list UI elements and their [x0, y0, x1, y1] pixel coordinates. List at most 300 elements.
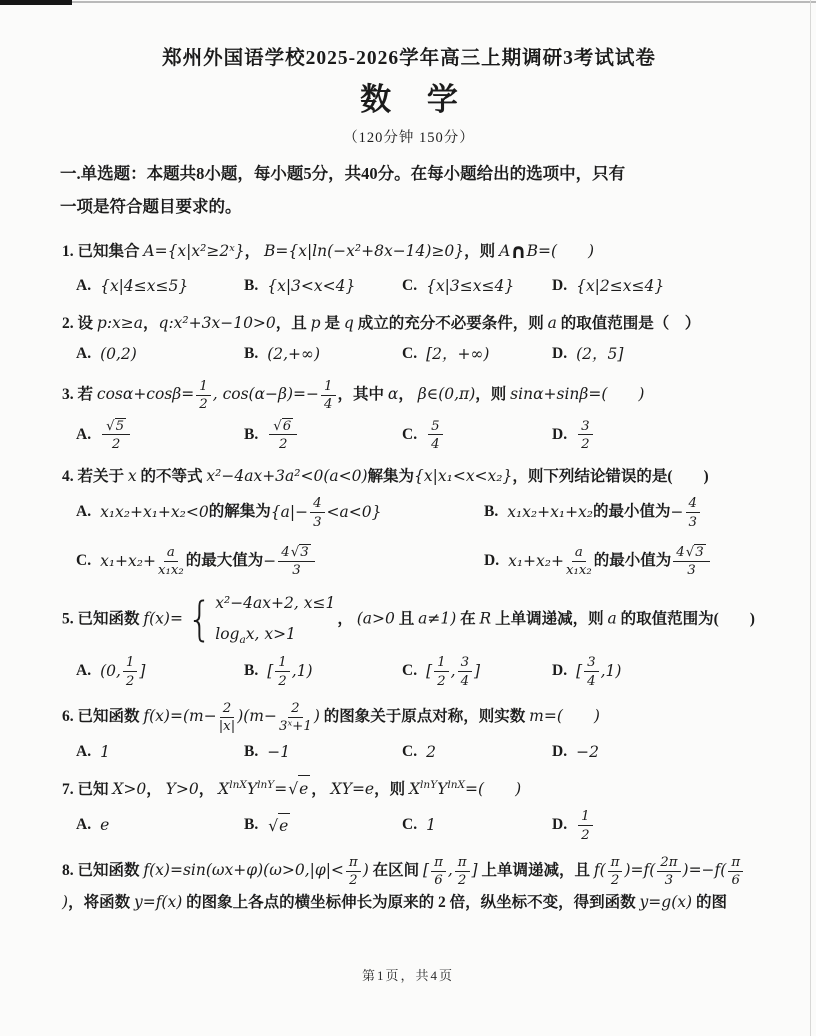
question-2-option-d — [552, 342, 758, 367]
math-run: π — [457, 855, 467, 871]
fraction-denominator — [461, 672, 469, 689]
math-run: 3 — [587, 655, 596, 671]
question-4-option-d — [484, 544, 758, 579]
fraction — [278, 544, 314, 579]
math-run: Y>0 — [165, 780, 199, 799]
fraction-numerator — [275, 654, 289, 672]
fraction — [434, 654, 448, 689]
math-run: [2，+∞) — [426, 345, 490, 364]
math-run: = — [274, 780, 288, 799]
fraction — [219, 700, 236, 735]
option-body — [267, 418, 299, 453]
option-body — [576, 342, 623, 367]
text-run: 解集为 — [367, 468, 415, 486]
fraction — [279, 700, 312, 735]
piecewise-cases — [185, 590, 335, 650]
fraction — [269, 418, 297, 453]
math-run: [ — [423, 860, 430, 879]
math-run: A — [499, 242, 511, 260]
math-run: 2π — [660, 855, 678, 871]
math-run: 1 — [426, 816, 436, 835]
math-run: f(x)=(m− — [143, 706, 217, 725]
option-body — [267, 274, 355, 299]
math-run: x₁x₂ — [157, 563, 184, 579]
fraction-numerator — [578, 418, 592, 436]
text-run: 5. 已知函数 — [62, 610, 144, 628]
math-run: π — [434, 855, 443, 871]
fraction-numerator — [220, 700, 234, 718]
text-run: ，则下列结论错误的是( ) — [512, 468, 709, 486]
text-run: ， — [398, 385, 418, 403]
question-2 — [60, 310, 758, 367]
math-run: <a<0} — [326, 503, 382, 522]
option-label: B. — [244, 425, 259, 443]
fraction — [102, 418, 130, 453]
math-run: a — [166, 544, 175, 560]
radical — [291, 544, 311, 560]
section-instructions-line2: 一项是符合题目要求的。 — [60, 197, 242, 216]
scan-right-edge — [810, 0, 811, 1036]
questions — [60, 234, 758, 916]
scan-artifact-top — [0, 0, 816, 5]
text-run: 1. 已知集合 — [62, 243, 144, 260]
option-label: A. — [76, 503, 92, 521]
text-run: ， — [146, 781, 166, 799]
math-run: {a|− — [270, 503, 309, 522]
math-run: cosα+cosβ= — [96, 384, 195, 403]
math-run: 3ˣ+1 — [278, 719, 312, 735]
text-run: 的取值范围是（ ） — [556, 315, 701, 333]
question-7-stem — [60, 775, 758, 803]
math-run: 3 — [292, 563, 301, 579]
text-run: ，则 — [475, 385, 511, 403]
fraction-denominator — [731, 872, 739, 889]
math-run: y=g(x) — [639, 892, 693, 911]
math-run: p:x≥a — [96, 314, 144, 333]
fraction-denominator — [611, 872, 619, 889]
fraction-denominator — [434, 872, 442, 889]
math-run: 3 — [313, 514, 322, 530]
math-run: {x|3<x<4} — [267, 277, 356, 296]
option-label: B. — [244, 662, 259, 680]
question-2-options — [60, 342, 758, 367]
math-run: 3 — [300, 544, 309, 560]
fraction — [566, 544, 592, 579]
option-body — [576, 654, 621, 689]
math-run: 2 — [610, 873, 620, 889]
math-run: 3 — [581, 418, 590, 434]
math-run: ,1) — [600, 662, 622, 681]
option-label: C. — [402, 742, 418, 760]
question-4-option-c — [76, 544, 484, 579]
option-body — [576, 740, 599, 765]
math-run: log — [215, 624, 240, 643]
superscript: lnY — [420, 779, 438, 792]
math-run: 4 — [324, 397, 333, 413]
option-label: D. — [552, 662, 568, 680]
question-1-option-a — [76, 274, 244, 299]
text-run: ， — [337, 610, 357, 628]
math-run: 2 — [437, 673, 446, 689]
math-run: 4 — [460, 673, 470, 689]
question-3-stem — [60, 378, 758, 413]
math-run: a — [607, 609, 617, 628]
fraction — [578, 418, 592, 453]
radical-sign: √ — [288, 780, 299, 799]
option-body — [507, 495, 702, 530]
option-body — [100, 654, 145, 689]
text-run: ， — [143, 315, 159, 333]
math-run: )=f( — [624, 860, 656, 879]
math-run: f(x)=sin(ωx+φ)(ω>0,|φ|< — [143, 860, 344, 879]
option-label: A. — [76, 425, 92, 443]
text-run: 的图象上各点的横坐标伸长为原来的 2 倍，纵坐标不变，得到函数 — [182, 893, 640, 911]
math-run: 4 — [431, 436, 440, 452]
option-label: C. — [402, 816, 418, 834]
option-label: C. — [402, 345, 418, 363]
fraction-numerator — [288, 700, 302, 718]
math-run: e — [278, 813, 290, 839]
option-label: D. — [552, 277, 568, 295]
option-body — [267, 813, 291, 839]
fraction-numerator — [455, 854, 470, 872]
question-7-option-a — [76, 813, 244, 838]
fraction — [458, 654, 472, 689]
question-6-option-c — [402, 740, 552, 765]
section-instructions-line1: 一.单选题：本题共8小题，每小题5分，共40分。在每小题给出的选项中，只有 — [60, 164, 626, 183]
question-4-option-b — [484, 495, 758, 530]
math-run: − — [263, 551, 277, 570]
scan-gray-line — [72, 1, 816, 3]
math-run: 2 — [199, 397, 208, 413]
question-8 — [60, 854, 758, 916]
math-run: {x|4≤x≤5} — [100, 277, 189, 296]
subject-title: 数 学 — [360, 82, 472, 117]
math-run: ) — [313, 706, 320, 725]
fraction-numerator — [310, 495, 324, 513]
math-run: β∈(0,π) — [417, 384, 476, 403]
fraction-denominator — [112, 435, 120, 452]
option-label: D. — [552, 425, 568, 443]
math-run: , — [450, 662, 456, 681]
fraction-denominator — [587, 672, 595, 689]
math-run: 4 — [587, 673, 596, 689]
math-run: 3 — [688, 514, 698, 530]
fraction — [455, 854, 470, 889]
text-run: 在区间 — [368, 861, 424, 879]
cases-row — [215, 590, 335, 617]
math-run: x²−4ax+3a²<0(a<0) — [206, 467, 368, 486]
radical — [106, 418, 126, 434]
math-run: 1 — [100, 742, 110, 761]
question-1-options — [60, 274, 758, 299]
math-run: x₁+x₂+ — [508, 551, 564, 570]
math-run: 4 — [313, 496, 322, 512]
text-run: 4. 若关于 — [62, 468, 128, 486]
math-run: ] — [139, 662, 146, 681]
math-run: 2 — [291, 700, 300, 716]
math-run: 2 — [125, 673, 135, 689]
option-body — [100, 495, 381, 530]
option-body — [426, 418, 444, 453]
text-run: 上单调递减，则 — [491, 610, 608, 628]
fraction-denominator — [279, 718, 312, 735]
fraction-numerator — [164, 544, 178, 562]
question-6-option-b — [244, 740, 402, 765]
fraction-denominator — [581, 826, 589, 843]
option-body — [267, 654, 312, 689]
text-run: ，其中 — [337, 385, 388, 403]
text-run: 的不等式 — [136, 468, 207, 486]
option-label: C. — [76, 551, 92, 569]
fraction-denominator — [458, 872, 466, 889]
fraction-denominator — [279, 435, 287, 452]
math-run: 4 — [676, 544, 685, 560]
math-run: x₁x₂+x₁+x₂ — [507, 503, 594, 522]
fraction-denominator — [158, 562, 184, 579]
fraction — [608, 854, 623, 889]
option-label: A. — [76, 742, 92, 760]
section-instructions — [60, 157, 758, 223]
text-run: ， — [198, 781, 219, 799]
math-run: 6 — [434, 873, 443, 889]
option-body — [100, 418, 132, 453]
question-5-options — [60, 654, 758, 689]
text-run: 的最大值为 — [185, 551, 264, 569]
option-label: A. — [76, 277, 92, 295]
question-8-stem — [60, 854, 758, 916]
text-run: 且 — [394, 610, 419, 628]
math-run: Y — [246, 780, 258, 799]
math-run: B=( ) — [526, 242, 595, 260]
math-run: x²−4ax+2, x≤1 — [215, 593, 336, 612]
question-6-option-a — [76, 740, 244, 765]
math-run: B={x|ln(−x²+8x−14)≥0} — [263, 242, 465, 260]
text-run: ，且 — [275, 315, 311, 333]
math-run: )(m− — [237, 706, 277, 725]
radical-sign: √ — [106, 418, 115, 434]
math-run: f(x)= — [143, 609, 183, 628]
math-run: 2 — [222, 700, 232, 716]
question-4-option-a — [76, 495, 484, 530]
question-6-option-d — [552, 740, 758, 765]
fraction — [673, 544, 709, 579]
math-run: 6 — [731, 873, 740, 889]
math-run: q — [343, 314, 354, 333]
brace-glyph: { — [187, 591, 213, 646]
text-run: ，则 — [374, 781, 409, 799]
radical-sign: √ — [290, 544, 300, 560]
fraction — [321, 378, 335, 413]
question-2-option-a — [76, 342, 244, 367]
question-3-option-a — [76, 418, 244, 453]
question-6-stem — [60, 700, 758, 735]
option-body — [426, 813, 436, 838]
question-1-option-d — [552, 274, 758, 299]
text-run: 2. 设 — [62, 315, 97, 333]
math-run: XY=e — [330, 780, 375, 799]
math-run: −1 — [267, 742, 291, 761]
option-body — [100, 342, 137, 367]
fraction-denominator — [665, 872, 673, 889]
math-run: 2 — [349, 873, 358, 889]
cases-row — [215, 621, 335, 650]
fraction — [431, 854, 446, 889]
option-body — [267, 740, 290, 765]
question-7-option-c — [402, 813, 552, 838]
math-run: R — [479, 609, 492, 628]
question-3-option-c — [402, 418, 552, 453]
text-run: 6. 已知函数 — [62, 707, 144, 725]
math-run: m=( ) — [529, 706, 600, 725]
page-title: 郑州外国语学校2025-2026学年高三上期调研3考试试卷 — [162, 48, 656, 69]
question-3-option-d — [552, 418, 758, 453]
math-run: [ — [426, 662, 433, 681]
text-run: 的最小值为 — [593, 551, 672, 569]
option-body — [508, 544, 712, 579]
math-run: 3 — [664, 873, 674, 889]
math-run: π — [731, 855, 741, 871]
cases-rows — [215, 590, 335, 650]
math-run: x — [127, 467, 137, 486]
question-3-option-b — [244, 418, 402, 453]
option-body — [100, 813, 109, 838]
option-body — [576, 274, 664, 299]
math-run: 5 — [431, 418, 440, 434]
question-1-stem — [60, 234, 758, 269]
math-run: ] — [471, 860, 478, 879]
fraction-denominator — [199, 396, 207, 413]
math-run: 1 — [437, 655, 446, 671]
text-run: 的取值范围为( ) — [616, 610, 755, 628]
math-run: x₁x₂+x₁+x₂<0 — [100, 503, 209, 522]
question-6 — [60, 700, 758, 764]
math-run: x, x>1 — [245, 624, 296, 643]
fraction-numerator — [673, 544, 709, 562]
option-label: C. — [402, 662, 418, 680]
math-run: , — [447, 860, 453, 879]
fraction — [657, 854, 680, 889]
question-5-stem — [60, 590, 758, 650]
text-run: ，将函数 — [68, 893, 134, 911]
fraction-denominator — [431, 435, 439, 452]
question-5-option-b — [244, 654, 402, 689]
fraction-numerator — [728, 854, 743, 872]
text-run: 7. 已知 — [62, 781, 113, 799]
fraction-denominator — [437, 672, 445, 689]
fraction-denominator — [687, 562, 695, 579]
superscript: lnX — [229, 779, 247, 792]
radical-sign: √ — [685, 544, 695, 560]
radical — [686, 544, 706, 560]
math-run: (2，5] — [576, 345, 624, 364]
question-5-option-a — [76, 654, 244, 689]
math-run: {x|3≤x≤4} — [426, 277, 515, 296]
fraction-denominator — [349, 872, 357, 889]
math-run: {x|2≤x≤4} — [576, 277, 665, 296]
question-5-option-d — [552, 654, 758, 689]
question-7-option-d — [552, 808, 758, 843]
math-run: 5 — [115, 418, 125, 434]
math-run: sinα+sinβ=( ) — [510, 384, 645, 403]
question-4 — [60, 463, 758, 578]
superscript: lnX — [447, 779, 466, 792]
text-run: ， — [311, 781, 331, 799]
math-run: a — [547, 314, 557, 333]
math-run: e — [100, 816, 110, 835]
math-run: ] — [474, 662, 481, 681]
math-run: 3 — [460, 655, 470, 671]
option-body — [100, 740, 110, 765]
fraction-numerator — [608, 854, 623, 872]
option-label: A. — [76, 345, 92, 363]
math-run: − — [670, 503, 684, 522]
text-run: 的图 — [692, 893, 727, 911]
fraction-numerator — [434, 654, 448, 672]
question-1 — [60, 234, 758, 299]
math-run: 1 — [125, 655, 135, 671]
math-run: 6 — [282, 418, 292, 434]
math-run: ) — [62, 892, 69, 911]
math-run: 3 — [687, 563, 696, 579]
duration-score: （120分钟 150分） — [343, 130, 475, 146]
fraction-numerator — [578, 808, 592, 826]
text-run: 成立的充分不必要条件，则 — [353, 315, 548, 333]
math-run: −2 — [576, 742, 599, 761]
fraction-numerator — [572, 544, 586, 562]
question-5-option-c — [402, 654, 552, 689]
math-run: p — [310, 314, 321, 333]
math-run: 1 — [199, 378, 208, 394]
fraction-numerator — [346, 854, 361, 872]
fraction — [196, 378, 210, 413]
subscript: a — [239, 633, 246, 646]
option-label: A. — [76, 662, 92, 680]
math-run: (0,2) — [100, 345, 137, 364]
math-run: α — [387, 384, 399, 403]
math-run: 2 — [426, 742, 436, 761]
option-body — [267, 342, 320, 367]
question-3-options — [60, 418, 758, 453]
superscript: lnY — [257, 779, 275, 792]
option-body — [576, 808, 594, 843]
radical-sign: √ — [273, 418, 282, 434]
math-run: 2 — [581, 827, 590, 843]
option-label: D. — [552, 816, 568, 834]
math-run: A={x|x²≥2ˣ} — [143, 242, 245, 260]
math-run: 2 — [581, 436, 590, 452]
fraction-numerator — [458, 654, 472, 672]
math-run: f( — [593, 860, 606, 879]
text-run: 是 — [320, 315, 344, 333]
math-run: a≠1) — [418, 609, 457, 628]
option-label: C. — [402, 425, 418, 443]
question-2-stem — [60, 310, 758, 337]
radical — [268, 813, 290, 839]
math-run: 2 — [278, 436, 288, 452]
question-1-option-b — [244, 274, 402, 299]
question-2-option-b — [244, 342, 402, 367]
fraction-numerator — [102, 418, 130, 436]
fraction-denominator — [219, 718, 236, 735]
radical-sign: √ — [268, 816, 279, 835]
math-run: x₁x₂ — [565, 563, 592, 579]
math-run: 3 — [695, 544, 704, 560]
fraction-numerator — [584, 654, 598, 672]
math-run: , cos(α−β)=− — [212, 384, 320, 403]
fraction-denominator — [689, 513, 697, 530]
option-label: C. — [402, 277, 418, 295]
